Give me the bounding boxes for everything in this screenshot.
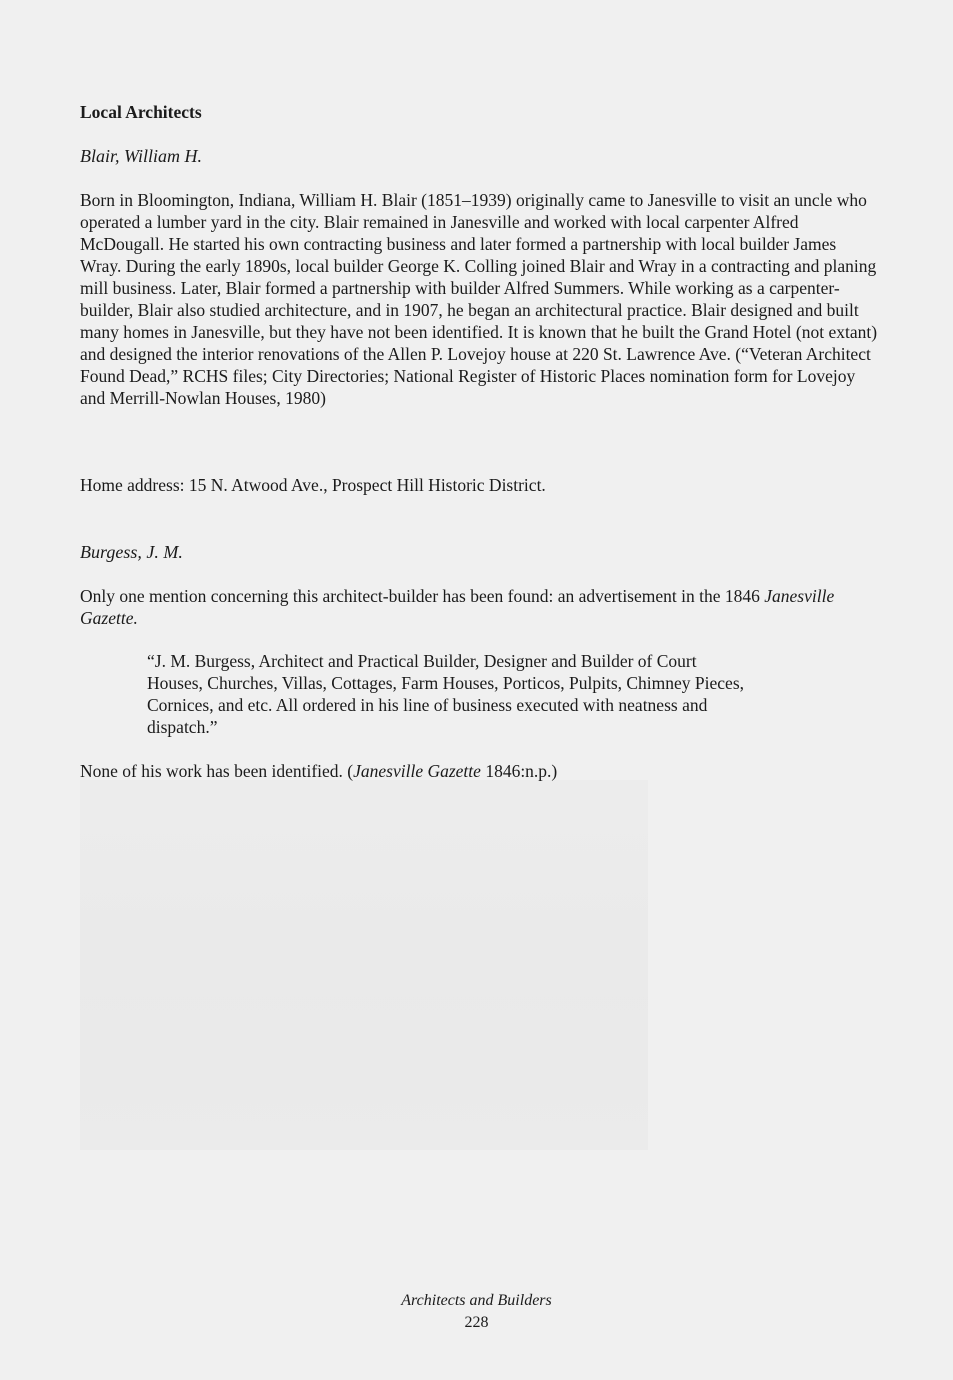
footer-title: Architects and Builders — [401, 1292, 552, 1309]
section-title: Local Architects — [80, 102, 202, 122]
entry-name-burgess: Burgess, J. M. — [80, 542, 183, 562]
advertisement-quote: “J. M. Burgess, Architect and Practical Builder, Designer and Builder of Court Houses, Churches, Villas, Cottages, Farm Houses, Porticos, Pulpits, Chimney Pieces, Cornices, and etc. All ordered in his line of business executed with neatness and dispatch.” — [147, 651, 744, 737]
intro-publication: Janesville Gazette. — [80, 586, 835, 628]
closing-text: None of his work has been identified. ( — [80, 761, 354, 781]
entry-paragraph-burgess-closing — [80, 760, 880, 782]
entry-paragraph-blair-bio: Born in Bloomington, Indiana, William H. Blair (1851–1939) originally came to Janesville to visit an uncle who operated a lumber yard in the city. Blair remained in Janesville and worked with local carpenter Alfred McDougall. He started his own contracting business and later formed a partnership with local builder James Wray. During the early 1890s, local builder George K. Colling joined Blair and Wray in a contracting and planing mill business. Later, Blair formed a partnership with builder Alfred Summers. While working as a carpenter-builder, Blair also studied architecture, and in 1907, he began an architectural practice. Blair designed and built many homes in Janesville, but they have not been identified. It is known that he built the Grand Hotel (not extant) and designed the interior renovations of the Allen P. Lovejoy house at 220 St. Lawrence Ave. (“Veteran Architect Found Dead,” RCHS files; City Directories; National Register of Historic Places nomination form for Lovejoy and Merrill-Nowlan Houses, 1980) — [80, 190, 878, 408]
bleed-through-photo — [80, 780, 648, 1150]
entry-name-blair: Blair, William H. — [80, 146, 203, 166]
entry-paragraph-burgess-intro — [80, 585, 880, 629]
page-number: 228 — [464, 1314, 489, 1331]
closing-publication: Janesville Gazette — [353, 761, 481, 781]
intro-text: Only one mention concerning this architect-builder has been found: an advertisement in the 1846 — [80, 586, 765, 606]
closing-citation: 1846:n.p.) — [480, 761, 558, 781]
entry-paragraph-blair-address: Home address: 15 N. Atwood Ave., Prospect Hill Historic District. — [80, 475, 546, 495]
